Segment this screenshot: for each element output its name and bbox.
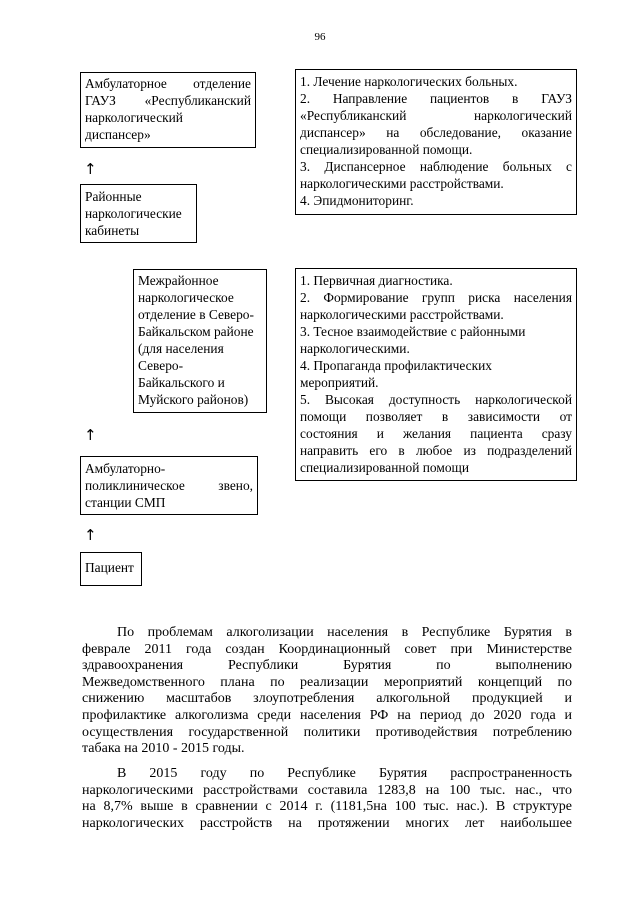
box-line: наркологическое (138, 290, 234, 305)
box-line: направить его в любое из подразделений (300, 443, 572, 458)
up-arrow-icon: ↑ (84, 426, 97, 444)
box-line: Байкальском районе (138, 324, 254, 339)
text-line: наркологических расстройств на протяжении многих лет наибольшее (82, 815, 572, 831)
text-line: наркологическими расстройствами составила 1283,8 на 100 тыс. нас., что (82, 782, 572, 798)
box-line: состояния и желания пациента сразу (300, 426, 572, 441)
box-line: 4. Эпидмониторинг. (300, 193, 414, 208)
text-line: профилактике алкоголизма среди населения РФ на период до 2020 года и (82, 707, 572, 723)
box-line: диспансер» (85, 127, 151, 142)
page-number: 96 (314, 31, 326, 43)
box-line: отделение в Северо- (138, 307, 254, 322)
paragraph-2 (82, 766, 572, 832)
box-line: мероприятий. (300, 375, 379, 390)
box-line: 5. Высокая доступность наркологической (300, 392, 572, 407)
text-line: По проблемам алкоголизации населения в Республике Бурятия в (117, 625, 572, 640)
box-line: ГАУЗ «Республиканский (85, 93, 251, 108)
box-line: наркологический (85, 110, 183, 125)
text-line: на 8,7% выше в сравнении с 2014 г. (1181,5на 100 тыс. нас.). В структуре (82, 799, 572, 815)
box-line: специализированной помощи. (300, 142, 473, 157)
box-line: кабинеты (85, 223, 140, 238)
box-line: 4. Пропаганда профилактических (300, 358, 492, 373)
box-line: Районные (85, 189, 142, 204)
box-line: наркологическими. (300, 341, 410, 356)
box-line: наркологическими расстройствами. (300, 307, 504, 322)
box-line: помощи позволяет в зависимости от (300, 409, 572, 424)
outpatient-unit-box (80, 456, 258, 515)
box-line: «Республиканский наркологический (300, 108, 572, 123)
box-line: 1. Первичная диагностика. (300, 273, 453, 288)
district-cabinets-box (80, 184, 197, 243)
box-line: 3. Тесное взаимодействие с районными (300, 324, 526, 339)
box-line: Амбулаторное отделение (85, 76, 251, 91)
box-line: Байкальского и (138, 375, 225, 390)
box-line: наркологическими расстройствами. (300, 176, 504, 191)
text-line: Межведомственного плана по реализации мероприятий концепций по (82, 674, 572, 690)
box-line: 1. Лечение наркологических больных. (300, 74, 518, 89)
box-line: Северо- (138, 358, 184, 373)
box-line: Муйского районов) (138, 392, 249, 407)
box-line: станции СМП (85, 495, 166, 510)
box-line: наркологические (85, 206, 182, 221)
text-line: табака на 2010 - 2015 годы. (82, 741, 245, 757)
interdistrict-department-box (133, 269, 267, 413)
box-line: специализированной помощи (300, 460, 470, 475)
patient-box (80, 552, 142, 586)
box-line: (для населения (138, 341, 224, 356)
box-line: диспансер» на обследование, оказание (300, 125, 572, 140)
box-line: Амбулаторно- (85, 461, 166, 476)
paragraph-1 (82, 625, 572, 758)
up-arrow-icon: ↑ (84, 526, 97, 544)
box-line: поликлиническое звено, (85, 478, 253, 493)
functions-box-1 (295, 69, 577, 215)
text-line: осуществления государственной политики противодействия потреблению (82, 724, 572, 740)
text-line: В 2015 году по Республике Бурятия распространенность (117, 766, 572, 781)
text-line: снижению масштабов злоупотребления алкогольной продукцией и (82, 691, 572, 707)
box-line: 2. Формирование групп риска населения (300, 290, 572, 305)
functions-box-2 (295, 268, 577, 481)
text-line: здравоохранения Республики Бурятия по выполнению (82, 658, 572, 674)
up-arrow-icon: ↑ (84, 160, 97, 178)
box-line: Пациент (85, 560, 134, 575)
box-line: Межрайонное (138, 273, 219, 288)
text-line: феврале 2011 года создан Координационный совет при Министерстве (82, 641, 572, 657)
ambulatory-department-box (80, 72, 256, 148)
box-line: 2. Направление пациентов в ГАУЗ (300, 91, 572, 106)
box-line: 3. Диспансерное наблюдение больных с (300, 159, 572, 174)
